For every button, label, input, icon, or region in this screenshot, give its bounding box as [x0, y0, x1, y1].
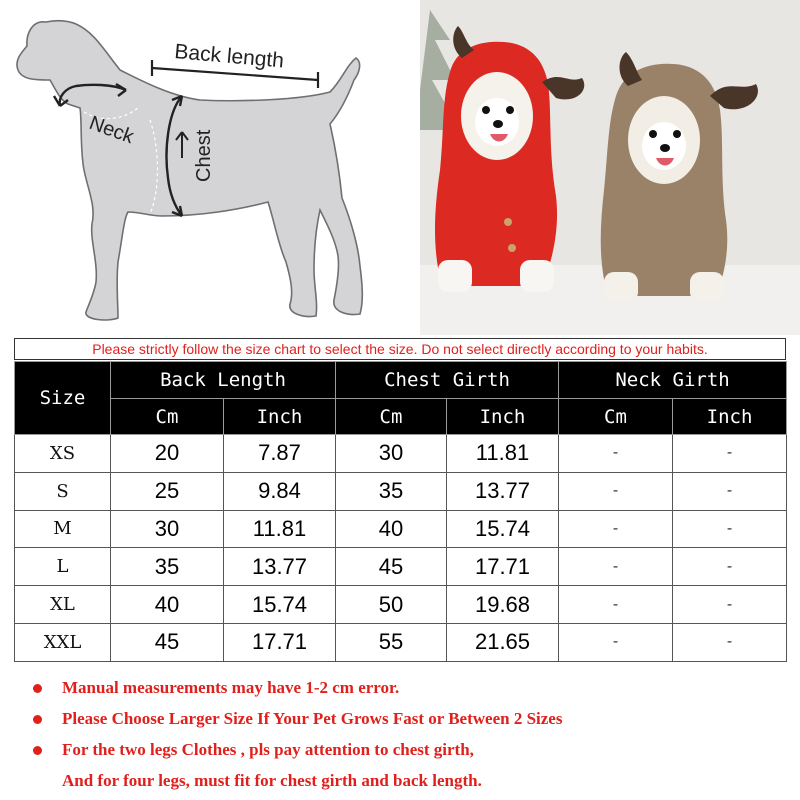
notes-list: [30, 672, 790, 796]
product-photo: [420, 0, 800, 335]
size-column-header: Size: [15, 362, 111, 435]
chest-cm-cell: 50: [336, 586, 447, 624]
neck-cm-cell: -: [559, 548, 673, 586]
neck-inch-cell: -: [673, 548, 787, 586]
chest-cm-cell: 55: [336, 623, 447, 661]
unit-header: Inch: [673, 399, 787, 435]
reindeer-costume-dogs-photo: [420, 0, 800, 335]
chest-cm-cell: 30: [336, 435, 447, 473]
chest-cm-cell: 35: [336, 472, 447, 510]
size-chart-table: [14, 361, 787, 662]
back-inch-cell: 17.71: [224, 623, 336, 661]
table-row: [15, 586, 787, 624]
bullet-dot-icon: [33, 715, 42, 724]
chest-label: Chest: [193, 129, 215, 182]
back-inch-cell: 13.77: [224, 548, 336, 586]
back-length-label: Back length: [173, 40, 285, 73]
chest-inch-cell: 19.68: [447, 586, 559, 624]
back-inch-cell: 15.74: [224, 586, 336, 624]
chest-inch-cell: 21.65: [447, 623, 559, 661]
bullet-dot-icon: [33, 746, 42, 755]
neck-cm-cell: -: [559, 510, 673, 548]
chest-inch-cell: 11.81: [447, 435, 559, 473]
table-row: [15, 548, 787, 586]
unit-header: Cm: [111, 399, 224, 435]
size-cell: XS: [15, 435, 111, 473]
table-row: [15, 472, 787, 510]
chest-inch-cell: 15.74: [447, 510, 559, 548]
note-text: Please Choose Larger Size If Your Pet Grows Fast or Between 2 Sizes: [62, 709, 563, 728]
back-inch-cell: 7.87: [224, 435, 336, 473]
table-row: [15, 510, 787, 548]
back-cm-cell: 30: [111, 510, 224, 548]
chest-cm-cell: 45: [336, 548, 447, 586]
neck-inch-cell: -: [673, 623, 787, 661]
size-cell: S: [15, 472, 111, 510]
chest-girth-header: Chest Girth: [336, 362, 559, 399]
table-unit-row: [15, 399, 787, 435]
note-text: Manual measurements may have 1-2 cm error.: [62, 678, 400, 697]
note-continuation: And for four legs, must fit for chest girth and back length.: [62, 771, 482, 790]
neck-cm-cell: -: [559, 623, 673, 661]
back-cm-cell: 20: [111, 435, 224, 473]
back-cm-cell: 35: [111, 548, 224, 586]
chest-cm-cell: 40: [336, 510, 447, 548]
chest-inch-cell: 17.71: [447, 548, 559, 586]
size-cell: XXL: [15, 623, 111, 661]
unit-header: Cm: [336, 399, 447, 435]
back-cm-cell: 40: [111, 586, 224, 624]
back-cm-cell: 45: [111, 623, 224, 661]
back-length-header: Back Length: [111, 362, 336, 399]
neck-girth-header: Neck Girth: [559, 362, 787, 399]
neck-cm-cell: -: [559, 472, 673, 510]
neck-cm-cell: -: [559, 586, 673, 624]
unit-header: Cm: [559, 399, 673, 435]
table-row: [15, 623, 787, 661]
neck-inch-cell: -: [673, 435, 787, 473]
note-item: [30, 672, 790, 703]
neck-inch-cell: -: [673, 586, 787, 624]
size-cell: XL: [15, 586, 111, 624]
note-item: [30, 703, 790, 734]
neck-label: Neck: [86, 112, 137, 149]
dog-measurement-diagram: [0, 0, 420, 335]
size-cell: L: [15, 548, 111, 586]
dog-silhouette: [17, 21, 362, 320]
neck-inch-cell: -: [673, 510, 787, 548]
unit-header: Inch: [224, 399, 336, 435]
back-cm-cell: 25: [111, 472, 224, 510]
bullet-dot-icon: [33, 684, 42, 693]
unit-header: Inch: [447, 399, 559, 435]
chest-inch-cell: 13.77: [447, 472, 559, 510]
note-item: [30, 734, 790, 765]
back-inch-cell: 11.81: [224, 510, 336, 548]
note-text: For the two legs Clothes , pls pay attention to chest girth,: [62, 740, 474, 759]
back-inch-cell: 9.84: [224, 472, 336, 510]
size-warning-notice: Please strictly follow the size chart to select the size. Do not select directly according to your habits.: [14, 338, 786, 360]
dog-silhouette-illustration: [0, 0, 420, 335]
size-cell: M: [15, 510, 111, 548]
neck-cm-cell: -: [559, 435, 673, 473]
table-row: [15, 435, 787, 473]
neck-inch-cell: -: [673, 472, 787, 510]
table-header-row: [15, 362, 787, 399]
